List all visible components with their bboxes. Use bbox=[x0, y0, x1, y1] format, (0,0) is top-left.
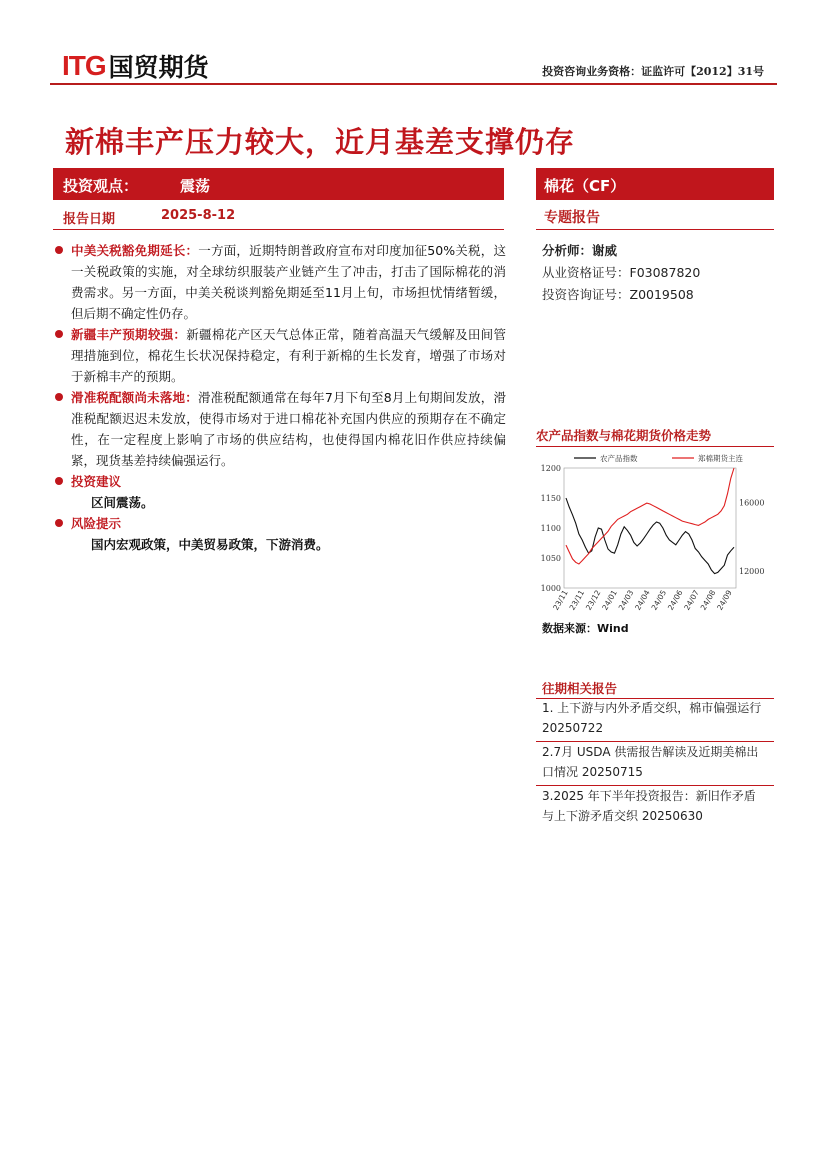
logo bbox=[62, 48, 209, 84]
risk-text: 国内宏观政策，中美贸易政策，下游消费。 bbox=[91, 537, 329, 552]
y-left-tick-label: 1200 bbox=[540, 464, 561, 473]
series-line-agri-index bbox=[566, 498, 734, 574]
report-date-label: 报告日期 bbox=[63, 212, 116, 227]
legend-label: 农产品指数 bbox=[600, 454, 638, 463]
y-left-tick-label: 1150 bbox=[540, 494, 561, 503]
bullet-dot-icon bbox=[55, 246, 63, 254]
past-reports-heading-text: 往期相关报告 bbox=[542, 681, 618, 696]
analyst-info bbox=[542, 240, 700, 306]
bullet-text: 一方面，近期特朗普政府宣布对印度加征50%关税，这一关税政策的实施，对全球纺织服装产业链产生了冲击，打击了国际棉花的消费需求。另一方面，中美关税谈判豁免期延至11月上旬，市场担忧情绪暂缓，但后期不确定性仍存。 bbox=[71, 243, 506, 321]
y-right-tick-label: 12000 bbox=[739, 566, 765, 576]
x-tick-label: 24/09 bbox=[715, 588, 734, 612]
x-tick-label: 24/07 bbox=[682, 588, 701, 612]
bullet-quota bbox=[53, 387, 506, 471]
chart-heading-text: 农产品指数与棉花期货价格走势 bbox=[536, 428, 712, 443]
logo-itg: ITG bbox=[62, 50, 106, 81]
x-tick-label: 23/11 bbox=[567, 588, 587, 612]
report-type-row bbox=[536, 201, 774, 230]
y-left-tick-label: 1050 bbox=[540, 554, 561, 563]
advice-head: 投资建议 bbox=[71, 474, 122, 489]
license-text: 投资咨询业务资格：证监许可【2012】31号 bbox=[542, 65, 764, 78]
x-tick-label: 24/05 bbox=[649, 588, 669, 612]
chart-source: 数据来源：Wind bbox=[542, 622, 629, 635]
past-reports-heading bbox=[536, 676, 774, 699]
x-tick-label: 23/12 bbox=[583, 588, 603, 612]
x-tick-label: 24/06 bbox=[665, 588, 685, 612]
series-line-cotton-futures bbox=[566, 468, 734, 564]
bullet-head: 新疆丰产预期较强： bbox=[71, 327, 187, 342]
header-divider bbox=[50, 83, 777, 85]
bullet-dot-icon bbox=[55, 330, 63, 338]
report-type: 专题报告 bbox=[544, 210, 600, 226]
report-title: 新棉丰产压力较大，近月基差支撑仍存 bbox=[65, 125, 576, 159]
bullet-head: 滑准税配额尚未落地： bbox=[71, 390, 198, 405]
price-chart bbox=[530, 448, 774, 618]
past-report-item[interactable]: 2.7月 USDA 供需报告解读及近期美棉出口情况 20250715 bbox=[536, 742, 774, 786]
bullet-dot-icon bbox=[55, 477, 63, 485]
bullet-head: 中美关税豁免期延长： bbox=[71, 243, 199, 258]
past-report-item[interactable]: 1. 上下游与内外矛盾交织，棉市偏强运行 20250722 bbox=[536, 698, 774, 742]
y-right-tick-label: 16000 bbox=[739, 498, 765, 508]
advice-heading bbox=[53, 471, 506, 492]
plot-frame bbox=[564, 468, 736, 588]
bullet-text: 滑准税配额通常在每年7月下旬至8月上旬期间发放，滑准税配额迟迟未发放，使得市场对于进口棉花补充国内供应的预期存在不确定性，在一定程度上影响了市场的供应结构，也使得国内棉花旧作供应持续偏紧，现货基差持续偏强运行。 bbox=[71, 390, 506, 468]
risk-heading bbox=[53, 513, 506, 534]
x-tick-label: 24/01 bbox=[600, 588, 619, 612]
product-bar bbox=[536, 168, 774, 200]
y-left-tick-label: 1000 bbox=[540, 584, 561, 593]
product-label: 棉花（CF） bbox=[544, 177, 626, 195]
x-tick-label: 23/11 bbox=[551, 588, 570, 612]
bullet-dot-icon bbox=[55, 519, 63, 527]
x-tick-label: 24/03 bbox=[616, 588, 636, 612]
report-date-value: 2025-8-12 bbox=[161, 208, 236, 223]
bullet-text: 新疆棉花产区天气总体正常，随着高温天气缓解及田间管理措施到位，棉花生长状况保持稳定，有利于新棉的生长发育，增强了市场对于新棉丰产的预期。 bbox=[71, 327, 506, 384]
legend-label: 郑棉期货主连 bbox=[698, 454, 743, 463]
investment-view-bar bbox=[53, 168, 504, 200]
investment-view-label: 投资观点： bbox=[63, 177, 139, 195]
report-date-row bbox=[53, 201, 504, 230]
logo-company-name: 国贸期货 bbox=[108, 53, 209, 82]
key-points bbox=[53, 240, 506, 555]
investment-view-value: 震荡 bbox=[180, 177, 211, 195]
x-tick-label: 24/08 bbox=[698, 588, 718, 612]
bullet-xinjiang bbox=[53, 324, 506, 387]
y-left-tick-label: 1100 bbox=[540, 524, 561, 533]
risk-head: 风险提示 bbox=[71, 516, 122, 531]
past-report-item[interactable]: 3.2025 年下半年投资报告：新旧作矛盾与上下游矛盾交织 20250630 bbox=[542, 789, 756, 823]
bullet-tariff bbox=[53, 240, 506, 324]
past-reports-list bbox=[536, 698, 774, 829]
bullet-dot-icon bbox=[55, 393, 63, 401]
analyst-cert-1: 从业资格证号：F03087820 bbox=[542, 265, 701, 280]
analyst-name: 分析师：谢威 bbox=[542, 243, 618, 258]
chart-heading bbox=[536, 424, 774, 447]
analyst-cert-2: 投资咨询证号：Z0019508 bbox=[542, 287, 694, 302]
advice-text: 区间震荡。 bbox=[91, 495, 154, 510]
x-tick-label: 24/04 bbox=[633, 588, 652, 612]
